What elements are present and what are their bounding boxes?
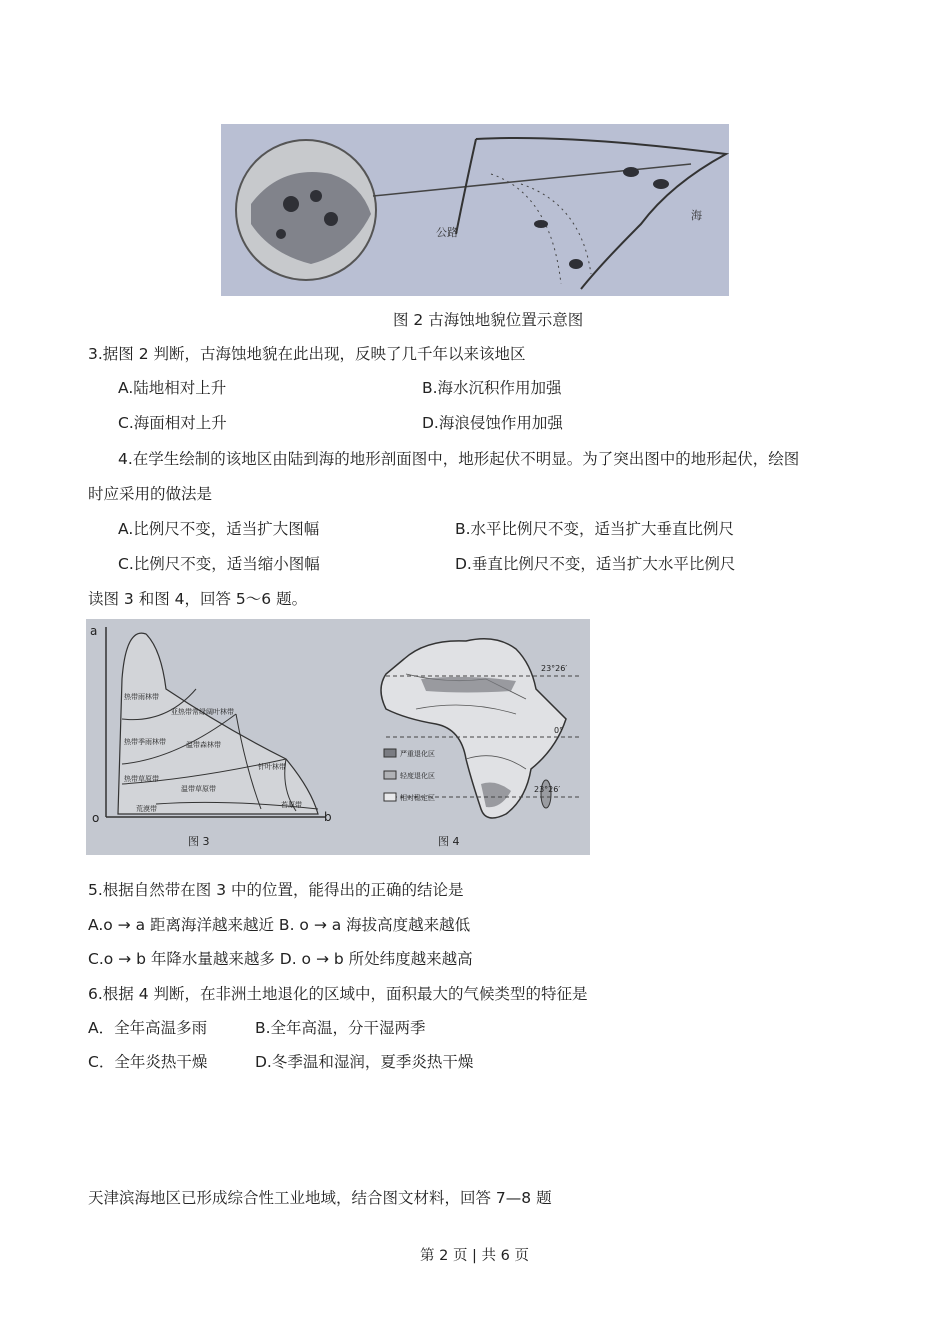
- q3-stem: 3.据图 2 判断，古海蚀地貌在此出现，反映了几千年以来该地区: [88, 345, 526, 363]
- fig3-zone-7: 温带草原带: [181, 785, 216, 793]
- fig3-axis-a: a: [90, 624, 98, 638]
- q4-stem-line2: 时应采用的做法是: [88, 485, 213, 503]
- fig3-zone-5: 温带森林带: [186, 741, 221, 749]
- q5-options-cd: C.o → b 年降水量越来越多 D. o → b 所处纬度越来越高: [88, 950, 473, 968]
- fig2-sea-label: 海: [691, 209, 702, 222]
- fig3-zone-6: 针叶林带: [258, 763, 286, 771]
- q3-option-a: A.陆地相对上升: [118, 379, 227, 397]
- figure-3-4-image: [86, 619, 590, 855]
- fig4-legend-2: 轻度退化区: [400, 772, 435, 780]
- q3-option-d: D.海浪侵蚀作用加强: [422, 414, 563, 432]
- q3-option-b: B.海水沉积作用加强: [422, 379, 562, 397]
- fig3-zone-2: 热带季雨林带: [124, 738, 166, 746]
- fig3-zone-8: 荒漠带: [136, 805, 157, 813]
- q4-option-b: B.水平比例尺不变，适当扩大垂直比例尺: [455, 520, 735, 538]
- q6-option-d: D.冬季温和湿润，夏季炎热干燥: [255, 1053, 474, 1071]
- q5-options-ab: A.o → a 距离海洋越来越近 B. o → a 海拔高度越来越低: [88, 916, 471, 934]
- fig4-legend-3: 相对稳定区: [400, 794, 435, 802]
- fig3-axis-o: o: [92, 811, 100, 825]
- figure-2-image: [221, 124, 729, 296]
- fig3-zone-9: 苔原带: [281, 801, 302, 809]
- q6-stem: 6.根据 4 判断，在非洲土地退化的区域中，面积最大的气候类型的特征是: [88, 985, 588, 1003]
- q6-option-a: A．全年高温多雨: [88, 1019, 208, 1037]
- fig3-zone-3: 热带草原带: [124, 775, 159, 783]
- q4-option-c: C.比例尺不变，适当缩小图幅: [118, 555, 320, 573]
- figure-2-caption: 图 2 古海蚀地貌位置示意图: [393, 311, 584, 329]
- q3-option-c: C.海面相对上升: [118, 414, 227, 432]
- fig4-lat-north: 23°26′: [541, 664, 568, 673]
- fig2-road-label: 公路: [436, 226, 458, 239]
- q4-option-d: D.垂直比例尺不变，适当扩大水平比例尺: [455, 555, 736, 573]
- q4-option-a: A.比例尺不变，适当扩大图幅: [118, 520, 320, 538]
- fig3-axis-b: b: [324, 810, 332, 824]
- intro-7-8: 天津滨海地区已形成综合性工业地域，结合图文材料，回答 7—8 题: [88, 1189, 552, 1207]
- fig4-label: 图 4: [438, 835, 460, 848]
- fig3-label: 图 3: [188, 835, 210, 848]
- intro-5-6: 读图 3 和图 4，回答 5～6 题。: [88, 590, 308, 608]
- page-footer: 第 2 页 | 共 6 页: [420, 1248, 529, 1264]
- q4-stem-line1: 4.在学生绘制的该地区由陆到海的地形剖面图中，地形起伏不明显。为了突出图中的地形起伏，绘图: [118, 450, 800, 468]
- fig3-zone-4: 亚热带常绿阔叶林带: [171, 708, 234, 716]
- fig4-lat-south: 23°26′: [534, 785, 561, 794]
- q5-stem: 5.根据自然带在图 3 中的位置，能得出的正确的结论是: [88, 881, 464, 899]
- q6-option-b: B.全年高温，分干湿两季: [255, 1019, 426, 1037]
- q6-option-c: C．全年炎热干燥: [88, 1053, 208, 1071]
- fig4-legend-1: 严重退化区: [400, 750, 435, 758]
- fig3-zone-1: 热带雨林带: [124, 693, 159, 701]
- fig4-lat-equator: 0°: [554, 726, 564, 735]
